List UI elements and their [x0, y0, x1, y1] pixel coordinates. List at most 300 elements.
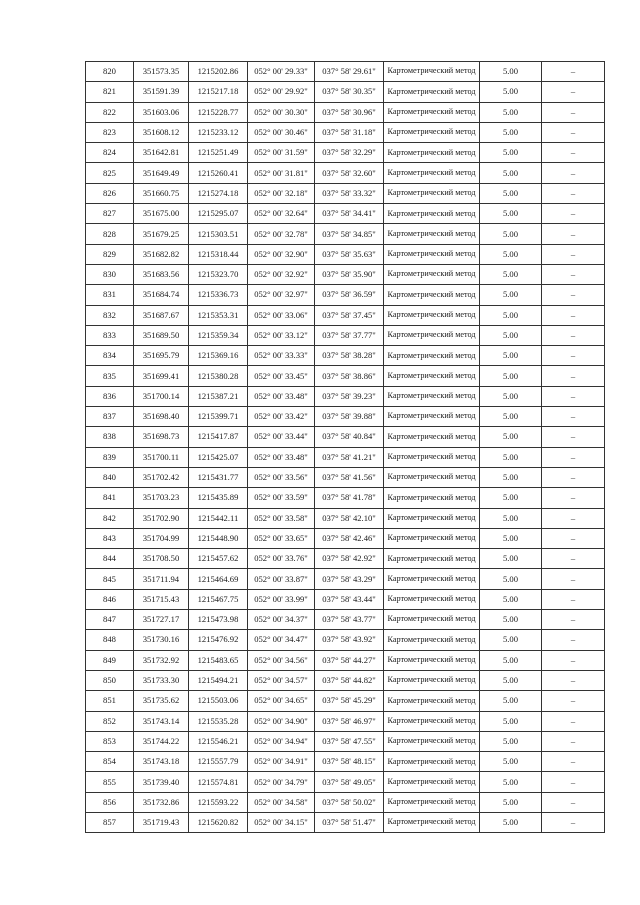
accuracy-cell: 5.00 — [480, 812, 542, 832]
point-number-cell: 837 — [86, 407, 134, 427]
latitude-cell: 052° 00' 34.56" — [248, 650, 315, 670]
longitude-cell: 037° 58' 39.88" — [315, 407, 384, 427]
point-number-cell: 836 — [86, 386, 134, 406]
method-cell: Картометрический метод — [384, 204, 480, 224]
longitude-cell: 037° 58' 36.59" — [315, 285, 384, 305]
x-coordinate-cell: 351732.92 — [134, 650, 189, 670]
longitude-cell: 037° 58' 49.05" — [315, 772, 384, 792]
latitude-cell: 052° 00' 33.65" — [248, 528, 315, 548]
accuracy-cell: 5.00 — [480, 670, 542, 690]
longitude-cell: 037° 58' 43.44" — [315, 589, 384, 609]
description-cell: – — [542, 467, 605, 487]
description-cell: – — [542, 407, 605, 427]
latitude-cell: 052° 00' 32.90" — [248, 244, 315, 264]
table-row — [86, 447, 605, 467]
y-coordinate-cell: 1215435.89 — [189, 488, 248, 508]
point-number-cell: 850 — [86, 670, 134, 690]
description-cell: – — [542, 792, 605, 812]
description-cell: – — [542, 528, 605, 548]
x-coordinate-cell: 351719.43 — [134, 812, 189, 832]
point-number-cell: 846 — [86, 589, 134, 609]
accuracy-cell: 5.00 — [480, 528, 542, 548]
accuracy-cell: 5.00 — [480, 752, 542, 772]
latitude-cell: 052° 00' 33.44" — [248, 427, 315, 447]
longitude-cell: 037° 58' 51.47" — [315, 812, 384, 832]
point-number-cell: 841 — [86, 488, 134, 508]
x-coordinate-cell: 351711.94 — [134, 569, 189, 589]
latitude-cell: 052° 00' 32.18" — [248, 183, 315, 203]
longitude-cell: 037° 58' 45.29" — [315, 691, 384, 711]
accuracy-cell: 5.00 — [480, 508, 542, 528]
point-number-cell: 835 — [86, 366, 134, 386]
table-row — [86, 467, 605, 487]
method-cell: Картометрический метод — [384, 589, 480, 609]
x-coordinate-cell: 351739.40 — [134, 772, 189, 792]
accuracy-cell: 5.00 — [480, 731, 542, 751]
table-row — [86, 143, 605, 163]
longitude-cell: 037° 58' 38.86" — [315, 366, 384, 386]
description-cell: – — [542, 569, 605, 589]
description-cell: – — [542, 204, 605, 224]
method-cell: Картометрический метод — [384, 792, 480, 812]
x-coordinate-cell: 351695.79 — [134, 346, 189, 366]
x-coordinate-cell: 351699.41 — [134, 366, 189, 386]
accuracy-cell: 5.00 — [480, 122, 542, 142]
accuracy-cell: 5.00 — [480, 366, 542, 386]
y-coordinate-cell: 1215574.81 — [189, 772, 248, 792]
point-number-cell: 833 — [86, 325, 134, 345]
x-coordinate-cell: 351573.35 — [134, 62, 189, 82]
x-coordinate-cell: 351603.06 — [134, 102, 189, 122]
point-number-cell: 853 — [86, 731, 134, 751]
method-cell: Картометрический метод — [384, 122, 480, 142]
accuracy-cell: 5.00 — [480, 407, 542, 427]
x-coordinate-cell: 351679.25 — [134, 224, 189, 244]
latitude-cell: 052° 00' 34.65" — [248, 691, 315, 711]
point-number-cell: 847 — [86, 610, 134, 630]
table-row — [86, 650, 605, 670]
longitude-cell: 037° 58' 32.60" — [315, 163, 384, 183]
table-row — [86, 366, 605, 386]
y-coordinate-cell: 1215233.12 — [189, 122, 248, 142]
y-coordinate-cell: 1215464.69 — [189, 569, 248, 589]
y-coordinate-cell: 1215593.22 — [189, 792, 248, 812]
point-number-cell: 827 — [86, 204, 134, 224]
point-number-cell: 855 — [86, 772, 134, 792]
accuracy-cell: 5.00 — [480, 163, 542, 183]
method-cell: Картометрический метод — [384, 630, 480, 650]
table-row — [86, 752, 605, 772]
accuracy-cell: 5.00 — [480, 569, 542, 589]
table-row — [86, 792, 605, 812]
longitude-cell: 037° 58' 42.92" — [315, 549, 384, 569]
x-coordinate-cell: 351703.23 — [134, 488, 189, 508]
longitude-cell: 037° 58' 31.18" — [315, 122, 384, 142]
table-row — [86, 670, 605, 690]
point-number-cell: 824 — [86, 143, 134, 163]
method-cell: Картометрический метод — [384, 183, 480, 203]
method-cell: Картометрический метод — [384, 163, 480, 183]
description-cell: – — [542, 731, 605, 751]
accuracy-cell: 5.00 — [480, 62, 542, 82]
point-number-cell: 832 — [86, 305, 134, 325]
description-cell: – — [542, 691, 605, 711]
method-cell: Картометрический метод — [384, 407, 480, 427]
latitude-cell: 052° 00' 33.42" — [248, 407, 315, 427]
method-cell: Картометрический метод — [384, 610, 480, 630]
y-coordinate-cell: 1215353.31 — [189, 305, 248, 325]
description-cell: – — [542, 264, 605, 284]
point-number-cell: 854 — [86, 752, 134, 772]
point-number-cell: 856 — [86, 792, 134, 812]
table-row — [86, 204, 605, 224]
method-cell: Картометрический метод — [384, 772, 480, 792]
method-cell: Картометрический метод — [384, 143, 480, 163]
y-coordinate-cell: 1215503.06 — [189, 691, 248, 711]
table-row — [86, 731, 605, 751]
longitude-cell: 037° 58' 41.56" — [315, 467, 384, 487]
method-cell: Картометрический метод — [384, 82, 480, 102]
method-cell: Картометрический метод — [384, 650, 480, 670]
y-coordinate-cell: 1215380.28 — [189, 366, 248, 386]
accuracy-cell: 5.00 — [480, 691, 542, 711]
method-cell: Картометрический метод — [384, 711, 480, 731]
point-number-cell: 826 — [86, 183, 134, 203]
description-cell: – — [542, 305, 605, 325]
latitude-cell: 052° 00' 34.37" — [248, 610, 315, 630]
table-row — [86, 549, 605, 569]
y-coordinate-cell: 1215448.90 — [189, 528, 248, 548]
table-row — [86, 305, 605, 325]
longitude-cell: 037° 58' 35.63" — [315, 244, 384, 264]
description-cell: – — [542, 386, 605, 406]
x-coordinate-cell: 351700.11 — [134, 447, 189, 467]
point-number-cell: 821 — [86, 82, 134, 102]
description-cell: – — [542, 285, 605, 305]
y-coordinate-cell: 1215620.82 — [189, 812, 248, 832]
point-number-cell: 843 — [86, 528, 134, 548]
description-cell: – — [542, 650, 605, 670]
description-cell: – — [542, 812, 605, 832]
accuracy-cell: 5.00 — [480, 204, 542, 224]
latitude-cell: 052° 00' 32.97" — [248, 285, 315, 305]
longitude-cell: 037° 58' 39.23" — [315, 386, 384, 406]
table-row — [86, 325, 605, 345]
longitude-cell: 037° 58' 48.15" — [315, 752, 384, 772]
accuracy-cell: 5.00 — [480, 143, 542, 163]
y-coordinate-cell: 1215425.07 — [189, 447, 248, 467]
description-cell: – — [542, 630, 605, 650]
longitude-cell: 037° 58' 37.77" — [315, 325, 384, 345]
latitude-cell: 052° 00' 33.76" — [248, 549, 315, 569]
y-coordinate-cell: 1215217.18 — [189, 82, 248, 102]
accuracy-cell: 5.00 — [480, 549, 542, 569]
description-cell: – — [542, 670, 605, 690]
latitude-cell: 052° 00' 31.59" — [248, 143, 315, 163]
description-cell: – — [542, 752, 605, 772]
latitude-cell: 052° 00' 34.79" — [248, 772, 315, 792]
table-row — [86, 285, 605, 305]
x-coordinate-cell: 351730.16 — [134, 630, 189, 650]
method-cell: Картометрический метод — [384, 447, 480, 467]
accuracy-cell: 5.00 — [480, 792, 542, 812]
x-coordinate-cell: 351684.74 — [134, 285, 189, 305]
x-coordinate-cell: 351687.67 — [134, 305, 189, 325]
method-cell: Картометрический метод — [384, 812, 480, 832]
y-coordinate-cell: 1215535.28 — [189, 711, 248, 731]
longitude-cell: 037° 58' 38.28" — [315, 346, 384, 366]
accuracy-cell: 5.00 — [480, 244, 542, 264]
x-coordinate-cell: 351735.62 — [134, 691, 189, 711]
accuracy-cell: 5.00 — [480, 650, 542, 670]
table-row — [86, 610, 605, 630]
latitude-cell: 052° 00' 32.92" — [248, 264, 315, 284]
point-number-cell: 840 — [86, 467, 134, 487]
method-cell: Картометрический метод — [384, 366, 480, 386]
latitude-cell: 052° 00' 33.56" — [248, 467, 315, 487]
longitude-cell: 037° 58' 43.77" — [315, 610, 384, 630]
y-coordinate-cell: 1215417.87 — [189, 427, 248, 447]
description-cell: – — [542, 143, 605, 163]
method-cell: Картометрический метод — [384, 752, 480, 772]
method-cell: Картометрический метод — [384, 670, 480, 690]
latitude-cell: 052° 00' 34.94" — [248, 731, 315, 751]
longitude-cell: 037° 58' 42.10" — [315, 508, 384, 528]
description-cell: – — [542, 102, 605, 122]
x-coordinate-cell: 351715.43 — [134, 589, 189, 609]
latitude-cell: 052° 00' 33.59" — [248, 488, 315, 508]
table-row — [86, 82, 605, 102]
description-cell: – — [542, 447, 605, 467]
accuracy-cell: 5.00 — [480, 325, 542, 345]
y-coordinate-cell: 1215467.75 — [189, 589, 248, 609]
longitude-cell: 037° 58' 32.29" — [315, 143, 384, 163]
table-row — [86, 264, 605, 284]
x-coordinate-cell: 351642.81 — [134, 143, 189, 163]
description-cell: – — [542, 427, 605, 447]
method-cell: Картометрический метод — [384, 528, 480, 548]
method-cell: Картометрический метод — [384, 508, 480, 528]
longitude-cell: 037° 58' 43.92" — [315, 630, 384, 650]
method-cell: Картометрический метод — [384, 62, 480, 82]
table-row — [86, 569, 605, 589]
y-coordinate-cell: 1215303.51 — [189, 224, 248, 244]
table-row — [86, 244, 605, 264]
y-coordinate-cell: 1215336.73 — [189, 285, 248, 305]
description-cell: – — [542, 549, 605, 569]
x-coordinate-cell: 351660.75 — [134, 183, 189, 203]
x-coordinate-cell: 351698.40 — [134, 407, 189, 427]
x-coordinate-cell: 351683.56 — [134, 264, 189, 284]
method-cell: Картометрический метод — [384, 224, 480, 244]
longitude-cell: 037° 58' 44.82" — [315, 670, 384, 690]
longitude-cell: 037° 58' 46.97" — [315, 711, 384, 731]
longitude-cell: 037° 58' 37.45" — [315, 305, 384, 325]
table-row — [86, 163, 605, 183]
table-row — [86, 62, 605, 82]
latitude-cell: 052° 00' 30.30" — [248, 102, 315, 122]
description-cell: – — [542, 508, 605, 528]
accuracy-cell: 5.00 — [480, 711, 542, 731]
description-cell: – — [542, 772, 605, 792]
x-coordinate-cell: 351675.00 — [134, 204, 189, 224]
y-coordinate-cell: 1215431.77 — [189, 467, 248, 487]
longitude-cell: 037° 58' 30.96" — [315, 102, 384, 122]
method-cell: Картометрический метод — [384, 691, 480, 711]
table-row — [86, 102, 605, 122]
description-cell: – — [542, 163, 605, 183]
x-coordinate-cell: 351708.50 — [134, 549, 189, 569]
x-coordinate-cell: 351591.39 — [134, 82, 189, 102]
latitude-cell: 052° 00' 33.58" — [248, 508, 315, 528]
point-number-cell: 834 — [86, 346, 134, 366]
latitude-cell: 052° 00' 29.92" — [248, 82, 315, 102]
method-cell: Картометрический метод — [384, 467, 480, 487]
x-coordinate-cell: 351702.42 — [134, 467, 189, 487]
x-coordinate-cell: 351727.17 — [134, 610, 189, 630]
latitude-cell: 052° 00' 29.33" — [248, 62, 315, 82]
description-cell: – — [542, 325, 605, 345]
method-cell: Картометрический метод — [384, 102, 480, 122]
longitude-cell: 037° 58' 41.78" — [315, 488, 384, 508]
table-row — [86, 183, 605, 203]
longitude-cell: 037° 58' 42.46" — [315, 528, 384, 548]
latitude-cell: 052° 00' 31.81" — [248, 163, 315, 183]
accuracy-cell: 5.00 — [480, 488, 542, 508]
x-coordinate-cell: 351649.49 — [134, 163, 189, 183]
latitude-cell: 052° 00' 34.90" — [248, 711, 315, 731]
coordinates-table — [85, 61, 605, 833]
point-number-cell: 831 — [86, 285, 134, 305]
table-row — [86, 711, 605, 731]
description-cell: – — [542, 183, 605, 203]
accuracy-cell: 5.00 — [480, 264, 542, 284]
longitude-cell: 037° 58' 29.61" — [315, 62, 384, 82]
accuracy-cell: 5.00 — [480, 82, 542, 102]
y-coordinate-cell: 1215399.71 — [189, 407, 248, 427]
description-cell: – — [542, 366, 605, 386]
latitude-cell: 052° 00' 34.47" — [248, 630, 315, 650]
table-row — [86, 508, 605, 528]
longitude-cell: 037° 58' 47.55" — [315, 731, 384, 751]
table-row — [86, 772, 605, 792]
point-number-cell: 851 — [86, 691, 134, 711]
point-number-cell: 830 — [86, 264, 134, 284]
method-cell: Картометрический метод — [384, 285, 480, 305]
y-coordinate-cell: 1215260.41 — [189, 163, 248, 183]
method-cell: Картометрический метод — [384, 549, 480, 569]
y-coordinate-cell: 1215228.77 — [189, 102, 248, 122]
x-coordinate-cell: 351743.18 — [134, 752, 189, 772]
description-cell: – — [542, 488, 605, 508]
method-cell: Картометрический метод — [384, 427, 480, 447]
description-cell: – — [542, 589, 605, 609]
x-coordinate-cell: 351733.30 — [134, 670, 189, 690]
y-coordinate-cell: 1215483.65 — [189, 650, 248, 670]
longitude-cell: 037° 58' 33.32" — [315, 183, 384, 203]
point-number-cell: 842 — [86, 508, 134, 528]
table-row — [86, 407, 605, 427]
y-coordinate-cell: 1215473.98 — [189, 610, 248, 630]
latitude-cell: 052° 00' 33.33" — [248, 346, 315, 366]
point-number-cell: 839 — [86, 447, 134, 467]
y-coordinate-cell: 1215318.44 — [189, 244, 248, 264]
accuracy-cell: 5.00 — [480, 305, 542, 325]
point-number-cell: 848 — [86, 630, 134, 650]
method-cell: Картометрический метод — [384, 569, 480, 589]
latitude-cell: 052° 00' 34.58" — [248, 792, 315, 812]
description-cell: – — [542, 224, 605, 244]
accuracy-cell: 5.00 — [480, 183, 542, 203]
latitude-cell: 052° 00' 30.46" — [248, 122, 315, 142]
latitude-cell: 052° 00' 34.91" — [248, 752, 315, 772]
point-number-cell: 857 — [86, 812, 134, 832]
table-row — [86, 427, 605, 447]
y-coordinate-cell: 1215369.16 — [189, 346, 248, 366]
x-coordinate-cell: 351698.73 — [134, 427, 189, 447]
x-coordinate-cell: 351743.14 — [134, 711, 189, 731]
longitude-cell: 037° 58' 43.29" — [315, 569, 384, 589]
description-cell: – — [542, 711, 605, 731]
y-coordinate-cell: 1215557.79 — [189, 752, 248, 772]
method-cell: Картометрический метод — [384, 386, 480, 406]
latitude-cell: 052° 00' 33.48" — [248, 386, 315, 406]
x-coordinate-cell: 351689.50 — [134, 325, 189, 345]
coordinates-table-body — [86, 62, 605, 833]
accuracy-cell: 5.00 — [480, 224, 542, 244]
description-cell: – — [542, 244, 605, 264]
method-cell: Картометрический метод — [384, 731, 480, 751]
accuracy-cell: 5.00 — [480, 427, 542, 447]
longitude-cell: 037° 58' 44.27" — [315, 650, 384, 670]
point-number-cell: 822 — [86, 102, 134, 122]
table-row — [86, 488, 605, 508]
x-coordinate-cell: 351682.82 — [134, 244, 189, 264]
table-row — [86, 122, 605, 142]
longitude-cell: 037° 58' 34.41" — [315, 204, 384, 224]
latitude-cell: 052° 00' 32.64" — [248, 204, 315, 224]
description-cell: – — [542, 122, 605, 142]
table-row — [86, 691, 605, 711]
accuracy-cell: 5.00 — [480, 346, 542, 366]
x-coordinate-cell: 351608.12 — [134, 122, 189, 142]
table-row — [86, 346, 605, 366]
y-coordinate-cell: 1215251.49 — [189, 143, 248, 163]
point-number-cell: 828 — [86, 224, 134, 244]
description-cell: – — [542, 62, 605, 82]
longitude-cell: 037° 58' 40.84" — [315, 427, 384, 447]
longitude-cell: 037° 58' 41.21" — [315, 447, 384, 467]
point-number-cell: 820 — [86, 62, 134, 82]
y-coordinate-cell: 1215494.21 — [189, 670, 248, 690]
description-cell: – — [542, 82, 605, 102]
y-coordinate-cell: 1215457.62 — [189, 549, 248, 569]
y-coordinate-cell: 1215274.18 — [189, 183, 248, 203]
accuracy-cell: 5.00 — [480, 589, 542, 609]
point-number-cell: 852 — [86, 711, 134, 731]
y-coordinate-cell: 1215323.70 — [189, 264, 248, 284]
table-row — [86, 812, 605, 832]
method-cell: Картометрический метод — [384, 325, 480, 345]
accuracy-cell: 5.00 — [480, 102, 542, 122]
accuracy-cell: 5.00 — [480, 610, 542, 630]
latitude-cell: 052° 00' 33.45" — [248, 366, 315, 386]
method-cell: Картометрический метод — [384, 305, 480, 325]
table-row — [86, 528, 605, 548]
latitude-cell: 052° 00' 33.48" — [248, 447, 315, 467]
accuracy-cell: 5.00 — [480, 285, 542, 305]
y-coordinate-cell: 1215387.21 — [189, 386, 248, 406]
